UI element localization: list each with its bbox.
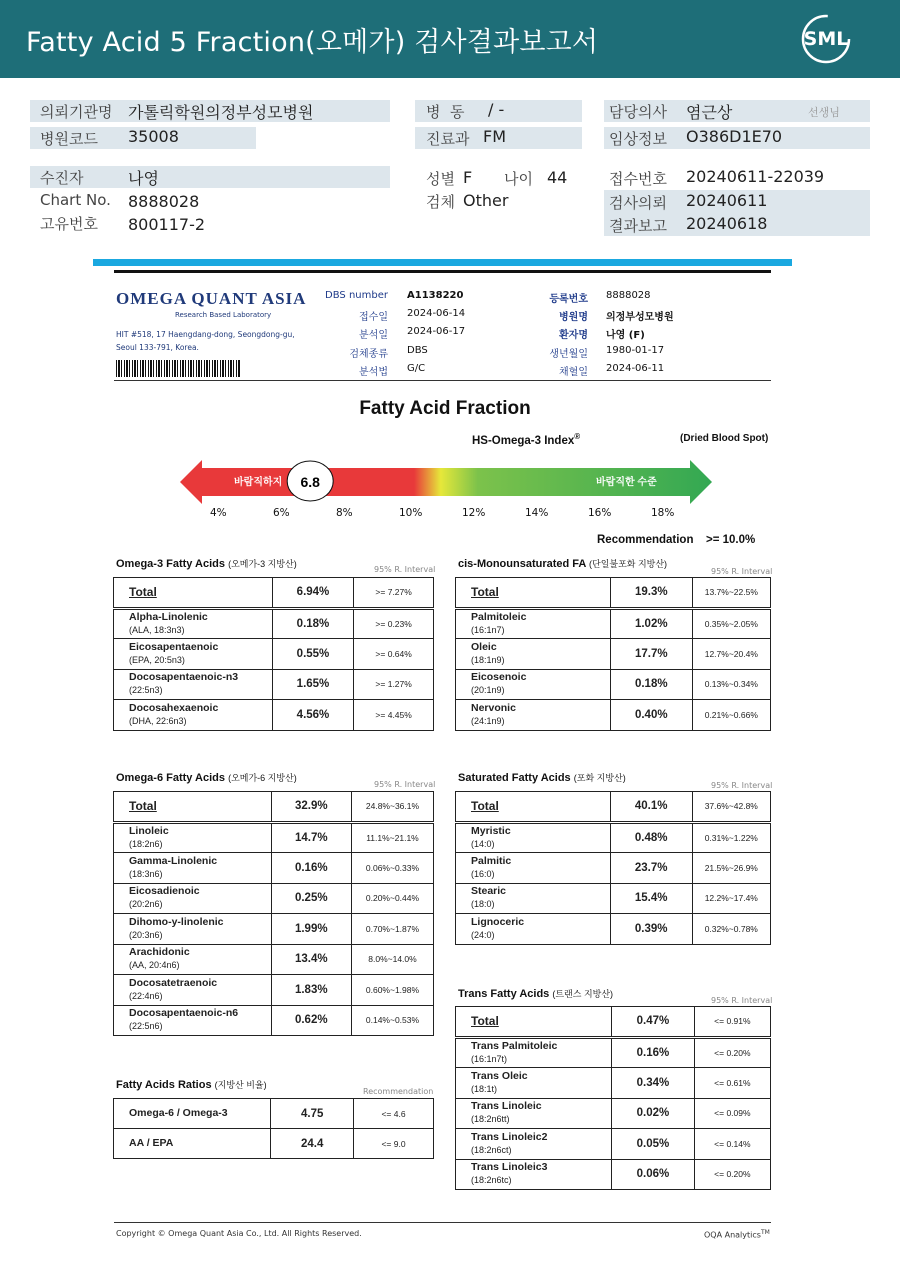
row-name-text: AA / EPA: [129, 1137, 174, 1149]
row-name-text: Trans Oleic: [471, 1069, 528, 1082]
omega6-title-kr: (오메가-6 지방산): [228, 773, 297, 783]
dept-label: 진료과: [426, 130, 470, 148]
sex-value: F: [463, 168, 473, 187]
row-range: >= 4.45%: [354, 700, 434, 731]
row-name-sub: (20:2n6): [129, 899, 163, 910]
omega6-interval-label: 95% R. Interval: [374, 780, 436, 789]
table-row: [456, 578, 771, 609]
ratios-recommend-label: Recommendation: [363, 1087, 434, 1096]
dbs-label: DBS number: [325, 290, 388, 301]
row-range: <= 0.14%: [694, 1129, 770, 1160]
row-name-text: Trans Palmitoleic: [471, 1039, 558, 1052]
row-name-text: Stearic: [471, 885, 507, 898]
row-name-sub: (22:5n3): [129, 685, 163, 696]
method-value: G/C: [407, 363, 426, 374]
barcode-image: [116, 360, 240, 377]
sml-logo-text: SML: [803, 28, 849, 50]
oqa-analytics-text: OQA Analytics: [704, 1230, 761, 1240]
table-row: [456, 608, 771, 639]
row-name-sub: (DHA, 22:6n3): [129, 715, 187, 726]
receipt-label: 접수번호: [609, 170, 667, 188]
mufa-table: [455, 577, 771, 731]
saturated-title-kr: (포화 지방산): [573, 773, 626, 783]
mufa-title: [458, 557, 667, 570]
omega3-interval-label: 95% R. Interval: [374, 565, 436, 574]
row-name: [456, 853, 611, 884]
receipt-value: 20240611-22039: [686, 167, 825, 186]
report-header: [0, 0, 900, 78]
table-row: [456, 1068, 771, 1099]
type-value: DBS: [407, 345, 428, 356]
table-row: [114, 1005, 434, 1036]
mufa-title-kr: (단일불포화 지방산): [589, 559, 668, 569]
row-name-sub: (20:1n9): [471, 685, 505, 696]
row-name-text: Oleic: [471, 640, 497, 653]
row-name-sub: (18:2n6tc): [471, 1175, 512, 1186]
row-name: [456, 1159, 612, 1190]
oqa-analytics: [704, 1229, 770, 1240]
table-row: [114, 1129, 434, 1159]
row-name: [114, 853, 272, 884]
hosp-value: 의정부성모병원: [606, 312, 674, 323]
row-value: 24.4: [271, 1129, 354, 1159]
table-row: [114, 700, 434, 731]
row-name: [456, 883, 611, 914]
omega3-table: [113, 577, 434, 731]
table-row: [456, 1037, 771, 1068]
row-name-text: Eicosadienoic: [129, 885, 200, 898]
row-name: [114, 914, 272, 945]
gauge-tick-label: 4%: [210, 507, 227, 519]
gauge-marker: [287, 461, 333, 501]
doctor-suffix: 선생님: [808, 106, 840, 119]
patient-label: 수진자: [40, 169, 84, 187]
omega3-title: [116, 557, 297, 570]
accent-bar: [93, 259, 792, 266]
row-range: <= 9.0: [353, 1129, 433, 1159]
table-row: [456, 822, 771, 853]
row-name-text: Nervonic: [471, 701, 516, 714]
row-range: <= 4.6: [353, 1099, 433, 1129]
report-value: 20240618: [686, 214, 768, 233]
oqa-subtitle: Research Based Laboratory: [175, 311, 272, 319]
row-value: 6.94%: [272, 578, 354, 609]
row-value: 14.7%: [271, 822, 351, 853]
row-value: 0.06%: [612, 1159, 695, 1190]
clinical-value: O386D1E70: [686, 127, 783, 146]
row-name: [456, 669, 611, 700]
recv-value: 2024-06-14: [407, 308, 466, 319]
row-name-sub: (ALA, 18:3n3): [129, 624, 185, 635]
row-name-sub: (18:2n6ct): [471, 1144, 512, 1155]
row-name: [456, 1037, 612, 1068]
saturated-interval-label: 95% R. Interval: [711, 781, 773, 790]
row-name: [456, 1098, 612, 1129]
row-name-sub: (20:3n6): [129, 929, 163, 940]
row-name-sub: (14:0): [471, 838, 495, 849]
row-range: 0.31%~1.22%: [692, 822, 770, 853]
row-name-text: Gamma-Linolenic: [129, 854, 218, 867]
row-value: 0.05%: [612, 1129, 695, 1160]
recommendation-value: >= 10.0%: [706, 534, 756, 546]
doctor-label: 담당의사: [609, 103, 667, 121]
row-range: 0.20%~0.44%: [351, 883, 433, 914]
row-value: 0.48%: [610, 822, 692, 853]
row-value: 23.7%: [610, 853, 692, 884]
row-value: 0.18%: [272, 608, 354, 639]
row-range: 24.8%~36.1%: [351, 792, 433, 823]
row-name-sub: (18:0): [471, 899, 495, 910]
table-row: [114, 853, 434, 884]
request-value: 20240611: [686, 191, 768, 210]
row-name: [114, 883, 272, 914]
row-name-text: Eicosenoic: [471, 671, 527, 684]
saturated-table: [455, 791, 771, 945]
row-name: [456, 1068, 612, 1099]
fraction-title: Fatty Acid Fraction: [359, 398, 531, 419]
dbs-note: (Dried Blood Spot): [680, 433, 769, 444]
saturated-title-text: Saturated Fatty Acids: [458, 772, 571, 784]
row-name-text: Dihomo-y-linolenic: [129, 915, 224, 928]
gauge-left-label: 바람직하지: [234, 477, 283, 488]
trans-title-kr: (트랜스 지방산): [552, 989, 614, 999]
specimen-value: Other: [463, 191, 509, 210]
footer-rule: [114, 1222, 771, 1223]
gauge-marker-value: 6.8: [300, 474, 320, 490]
chart-value: 8888028: [128, 192, 200, 211]
row-value: 1.83%: [271, 975, 351, 1006]
gauge-tick-label: 8%: [336, 507, 353, 519]
row-value: 17.7%: [610, 639, 692, 670]
hs-index-text: HS-Omega-3 Index: [472, 434, 575, 447]
specimen-label: 검체: [426, 193, 455, 211]
ratios-table: [113, 1098, 434, 1159]
omega6-title-text: Omega-6 Fatty Acids: [116, 772, 226, 784]
row-value: 0.02%: [612, 1098, 695, 1129]
row-name: Total: [114, 578, 273, 609]
row-name-text: Palmitoleic: [471, 610, 527, 623]
dbs-value: A1138220: [407, 290, 464, 301]
omega3-title-kr: (오메가-3 지방산): [228, 559, 297, 569]
row-name-text: Docosatetraenoic: [129, 976, 218, 989]
table-row: [114, 822, 434, 853]
row-value: 0.47%: [612, 1007, 695, 1038]
table-row: [114, 914, 434, 945]
patient-box: [30, 166, 390, 188]
row-name-text: Docosapentaenoic-n6: [129, 1007, 239, 1020]
table-row: [456, 1098, 771, 1129]
row-range: 11.1%~21.1%: [351, 822, 433, 853]
row-range: 13.7%~22.5%: [692, 578, 770, 609]
table-row: [456, 669, 771, 700]
trans-title-text: Trans Fatty Acids: [458, 988, 550, 1000]
row-range: >= 0.23%: [354, 608, 434, 639]
gauge-tick-label: 18%: [651, 507, 675, 519]
age-value: 44: [547, 168, 568, 187]
gauge-right-label: 바람직한 수준: [596, 477, 657, 488]
gauge-tick-label: 6%: [273, 507, 290, 519]
row-name-sub: (16:0): [471, 868, 495, 879]
hospital-code-value: 35008: [128, 127, 179, 146]
row-value: 0.18%: [610, 669, 692, 700]
row-name-sub: (22:4n6): [129, 990, 163, 1001]
table-row: [456, 914, 771, 945]
row-range: 0.35%~2.05%: [692, 608, 770, 639]
ratios-title-text: Fatty Acids Ratios: [116, 1079, 212, 1091]
patient-value: 나영: [128, 169, 159, 188]
row-range: 0.60%~1.98%: [351, 975, 433, 1006]
gauge-tick-label: 14%: [525, 507, 549, 519]
dob-value: 1980-01-17: [606, 345, 665, 356]
row-name-text: Trans Linoleic: [471, 1100, 542, 1113]
row-name: Total: [456, 578, 611, 609]
oqa-analytics-tm: TM: [760, 1229, 770, 1236]
row-name-text: Lignoceric: [471, 915, 525, 928]
row-name-text: Arachidonic: [129, 946, 190, 959]
row-range: <= 0.09%: [694, 1098, 770, 1129]
saturated-title: [458, 771, 626, 784]
row-name: [114, 639, 273, 670]
ratios-title-kr: (지방산 비율): [214, 1080, 267, 1090]
row-name: [456, 700, 611, 731]
row-name: Total: [456, 792, 611, 823]
table-row: [114, 578, 434, 609]
row-value: 19.3%: [610, 578, 692, 609]
row-name-text: Docosapentaenoic-n3: [129, 671, 239, 684]
row-range: >= 0.64%: [354, 639, 434, 670]
row-range: 0.32%~0.78%: [692, 914, 770, 945]
hosp-label: 병원명: [559, 312, 588, 323]
row-value: 4.75: [271, 1099, 354, 1129]
row-name: [114, 975, 272, 1006]
row-name: [114, 1099, 271, 1129]
copyright: Copyright © Omega Quant Asia Co., Ltd. All Rights Reserved.: [116, 1229, 362, 1238]
table-row: [114, 975, 434, 1006]
row-name: [114, 1129, 271, 1159]
table-row: [456, 1129, 771, 1160]
row-name-sub: (18:3n6): [129, 868, 163, 879]
sml-logo: [800, 13, 852, 65]
row-value: 0.39%: [610, 914, 692, 945]
ward-value: / -: [488, 100, 505, 119]
row-value: 0.55%: [272, 639, 354, 670]
clinical-label: 임상정보: [609, 130, 667, 148]
row-range: 37.6%~42.8%: [692, 792, 770, 823]
ratios-title: [116, 1078, 267, 1091]
row-range: <= 0.20%: [694, 1159, 770, 1190]
row-range: <= 0.61%: [694, 1068, 770, 1099]
draw-value: 2024-06-11: [606, 363, 665, 374]
row-name-text: Alpha-Linolenic: [129, 610, 208, 623]
row-value: 13.4%: [271, 944, 351, 975]
omega6-title: [116, 771, 297, 784]
row-range: 0.06%~0.33%: [351, 853, 433, 884]
trans-table: [455, 1006, 771, 1190]
row-range: 0.14%~0.53%: [351, 1005, 433, 1036]
row-name: Total: [456, 1007, 612, 1038]
row-name: [114, 822, 272, 853]
row-range: >= 1.27%: [354, 669, 434, 700]
age-label: 나이: [504, 170, 533, 188]
row-name-sub: (18:1n9): [471, 654, 505, 665]
recommendation-label: Recommendation: [597, 534, 694, 546]
lab-top-rule: [114, 270, 771, 273]
gauge-tick-label: 10%: [399, 507, 423, 519]
anal-value: 2024-06-17: [407, 326, 466, 337]
row-name-text: Docosahexaenoic: [129, 701, 219, 714]
table-row: [456, 883, 771, 914]
report-label: 결과보고: [609, 217, 667, 235]
table-row: [456, 792, 771, 823]
row-name-text: Linoleic: [129, 824, 169, 837]
report-title: Fatty Acid 5 Fraction(오메가) 검사결과보고서: [26, 27, 599, 58]
trans-title: [458, 987, 613, 1000]
row-range: 12.2%~17.4%: [692, 883, 770, 914]
row-value: 1.02%: [610, 608, 692, 639]
hs-index-reg: ®: [574, 432, 581, 441]
lab-bottom-rule: [114, 380, 771, 381]
row-name-text: Palmitic: [471, 854, 512, 867]
hs-index-title: [472, 432, 580, 447]
gauge-tick-label: 16%: [588, 507, 612, 519]
oqa-logo: OMEGA QUANT ASIA: [116, 289, 307, 308]
hs-omega3-gauge: [170, 452, 730, 512]
uid-value: 800117-2: [128, 215, 206, 234]
row-name: [456, 822, 611, 853]
draw-label: 채혈일: [559, 367, 588, 378]
row-name-sub: (16:1n7t): [471, 1053, 508, 1064]
row-name-sub: (16:1n7): [471, 624, 505, 635]
table-row: [114, 944, 434, 975]
row-name-sub: (22:5n6): [129, 1021, 163, 1032]
table-row: [456, 1007, 771, 1038]
lab-address-2: Seoul 133-791, Korea.: [116, 343, 199, 352]
table-row: [114, 1099, 434, 1129]
row-name: [456, 608, 611, 639]
row-range: 8.0%~14.0%: [351, 944, 433, 975]
row-name: [114, 1005, 272, 1036]
ward-label: 병 동: [426, 103, 465, 121]
row-range: 0.13%~0.34%: [692, 669, 770, 700]
mufa-title-text: cis-Monounsaturated FA: [458, 558, 586, 570]
row-name: [114, 608, 273, 639]
table-row: [114, 669, 434, 700]
row-name: [114, 700, 273, 731]
table-row: [114, 883, 434, 914]
row-name-sub: (AA, 20:4n6): [129, 960, 180, 971]
doctor-value: 염근상: [686, 103, 733, 122]
row-name-text: Eicosapentaenoic: [129, 640, 219, 653]
dept-value: FM: [483, 127, 507, 146]
row-value: 0.62%: [271, 1005, 351, 1036]
row-name-sub: (18:2n6): [129, 838, 163, 849]
omega6-table: [113, 791, 434, 1036]
row-name: [456, 1129, 612, 1160]
row-range: <= 0.91%: [694, 1007, 770, 1038]
row-value: 0.25%: [271, 883, 351, 914]
trans-interval-label: 95% R. Interval: [711, 996, 773, 1005]
table-row: [456, 1159, 771, 1190]
row-name-text: Trans Linoleic2: [471, 1130, 548, 1143]
row-name: Total: [114, 792, 272, 823]
table-row: [114, 792, 434, 823]
table-row: [114, 639, 434, 670]
method-label: 분석법: [359, 367, 388, 378]
lab-address-1: HIT #518, 17 Haengdang-dong, Seongdong-gu,: [116, 330, 295, 339]
recv-label: 접수일: [359, 312, 388, 323]
omega3-title-text: Omega-3 Fatty Acids: [116, 558, 226, 570]
table-row: [456, 639, 771, 670]
row-value: 0.16%: [612, 1037, 695, 1068]
dob-label: 생년월일: [549, 349, 588, 360]
pname-value: 나영 (F): [606, 330, 645, 341]
reg-label: 등록번호: [549, 294, 588, 305]
row-value: 4.56%: [272, 700, 354, 731]
row-name-sub: (24:1n9): [471, 715, 505, 726]
row-range: 0.70%~1.87%: [351, 914, 433, 945]
table-row: [114, 608, 434, 639]
row-name-text: Trans Linoleic3: [471, 1161, 548, 1174]
mufa-interval-label: 95% R. Interval: [711, 567, 773, 576]
row-value: 0.34%: [612, 1068, 695, 1099]
row-name-sub: (EPA, 20:5n3): [129, 654, 185, 665]
row-value: 1.99%: [271, 914, 351, 945]
row-name: [456, 914, 611, 945]
row-name-sub: (18:2n6tt): [471, 1114, 510, 1125]
row-name-text: Myristic: [471, 824, 511, 837]
row-value: 0.40%: [610, 700, 692, 731]
row-name-sub: (24:0): [471, 929, 495, 940]
row-range: <= 0.20%: [694, 1037, 770, 1068]
row-value: 40.1%: [610, 792, 692, 823]
row-name: [456, 639, 611, 670]
uid-label: 고유번호: [40, 215, 98, 233]
anal-label: 분석일: [359, 330, 388, 341]
institution-value: 가톨릭학원의정부성모병원: [128, 103, 314, 122]
row-name-sub: (18:1t): [471, 1083, 498, 1094]
table-row: [456, 853, 771, 884]
request-label: 검사의뢰: [609, 194, 667, 212]
sex-label: 성별: [426, 170, 455, 188]
row-range: 0.21%~0.66%: [692, 700, 770, 731]
row-name: [114, 944, 272, 975]
row-value: 0.16%: [271, 853, 351, 884]
pname-label: 환자명: [559, 330, 588, 341]
row-range: 12.7%~20.4%: [692, 639, 770, 670]
row-value: 1.65%: [272, 669, 354, 700]
chart-label: Chart No.: [40, 191, 111, 209]
reg-value: 8888028: [606, 290, 651, 301]
row-value: 32.9%: [271, 792, 351, 823]
row-range: 21.5%~26.9%: [692, 853, 770, 884]
row-value: 15.4%: [610, 883, 692, 914]
row-name-text: Omega-6 / Omega-3: [129, 1107, 228, 1119]
table-row: [456, 700, 771, 731]
row-name: [114, 669, 273, 700]
gauge-tick-label: 12%: [462, 507, 486, 519]
institution-label: 의뢰기관명: [40, 103, 113, 121]
hospital-code-label: 병원코드: [40, 130, 98, 148]
row-range: >= 7.27%: [354, 578, 434, 609]
type-label: 검체종류: [349, 349, 388, 360]
